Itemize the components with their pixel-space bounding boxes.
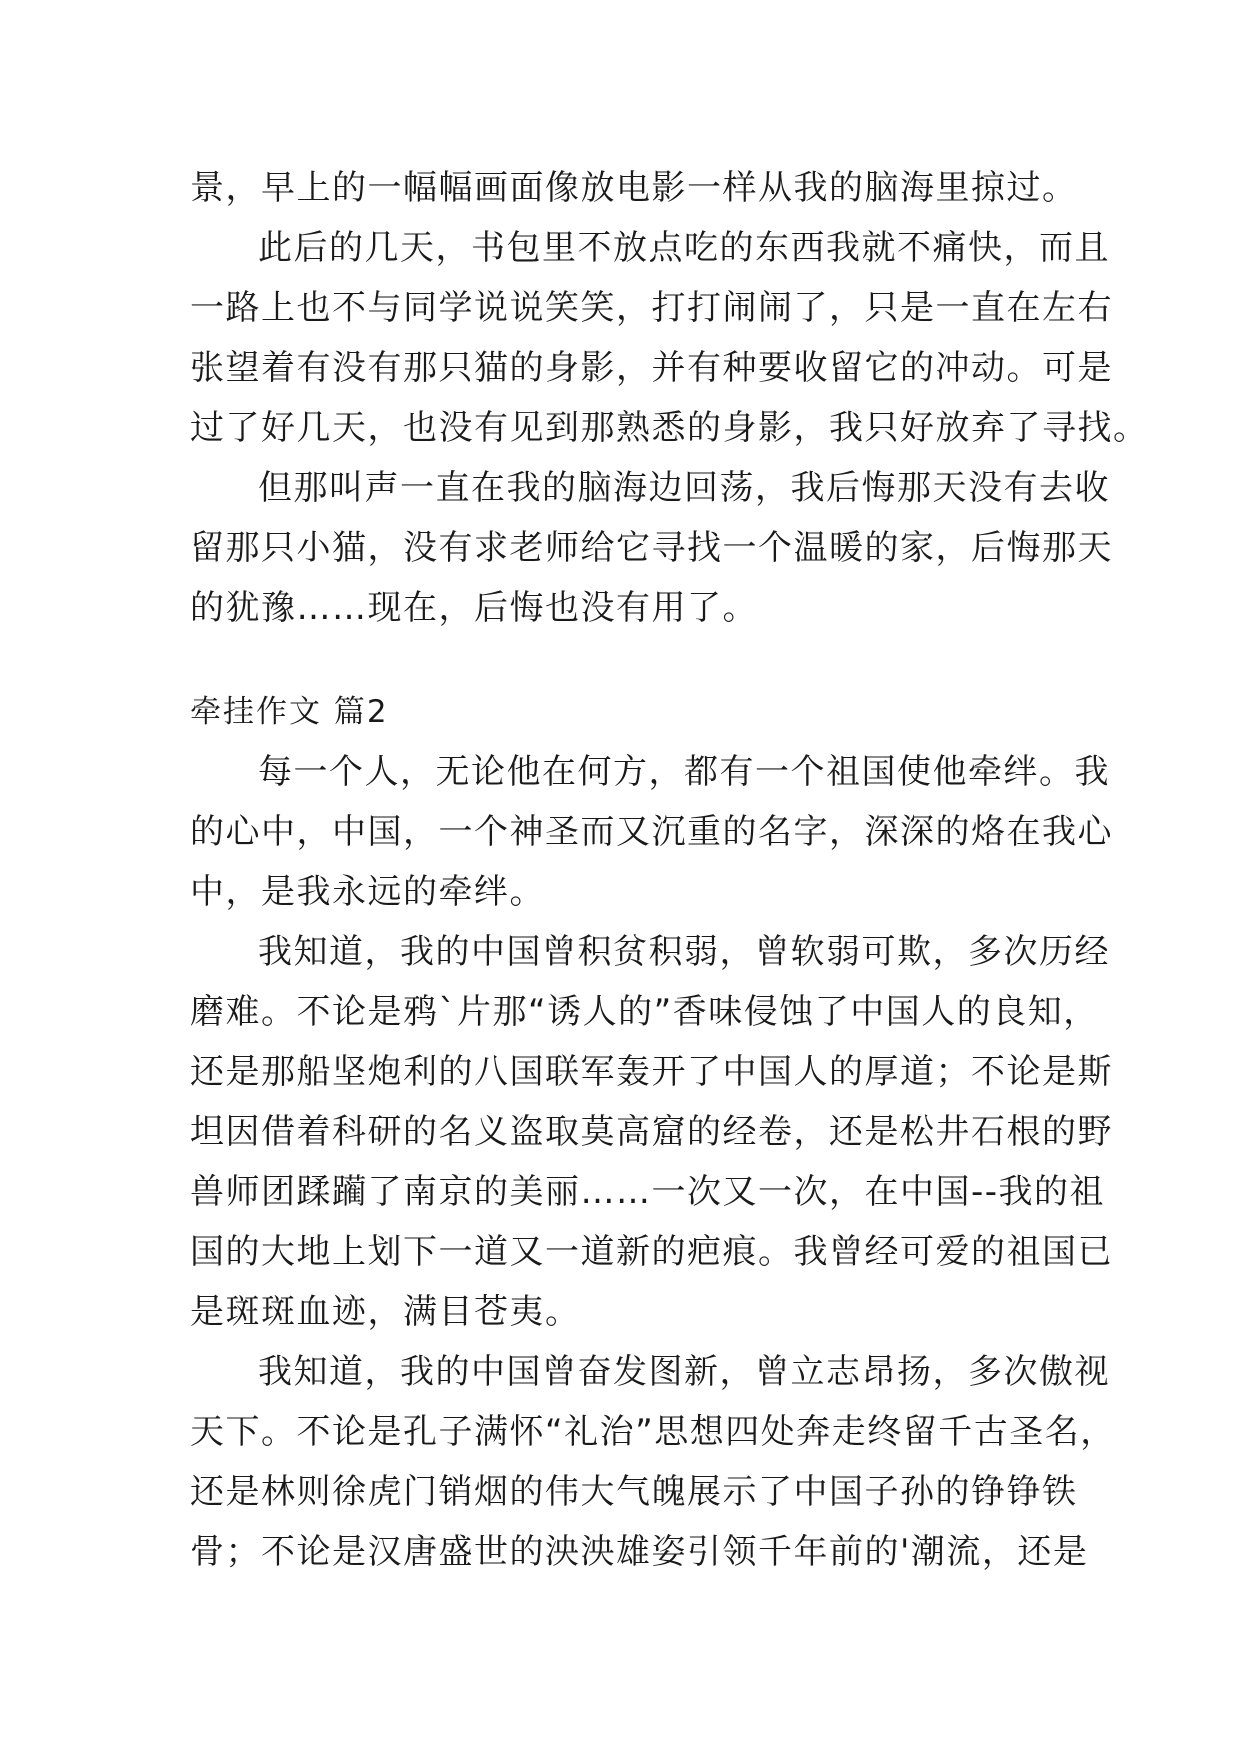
text-line: 过了好几天，也没有见到那熟悉的身影，我只好放弃了寻找。 xyxy=(190,408,1149,448)
article-section-2 xyxy=(190,682,1116,1582)
text-line: 的犹豫……现在，后悔也没有用了。 xyxy=(190,588,758,628)
text-line: 骨；不论是汉唐盛世的泱泱雄姿引领千年前的'潮流，还是 xyxy=(190,1532,1089,1572)
text-line: 每一个人，无论他在何方，都有一个祖国使他牵绊。我 xyxy=(258,752,1110,792)
text-line: 是斑斑血迹，满目苍夷。 xyxy=(190,1292,581,1332)
text-line: 天下。不论是孔子满怀“礼治”思想四处奔走终留千古圣名， xyxy=(190,1412,1116,1452)
text-line: 一路上也不与同学说说笑笑，打打闹闹了，只是一直在左右 xyxy=(190,288,1113,328)
text-line: 我知道，我的中国曾积贫积弱，曾软弱可欺，多次历经 xyxy=(258,932,1110,972)
text-line: 兽师团蹂躏了南京的美丽……一次又一次，在中国--我的祖 xyxy=(190,1172,1106,1212)
article-part-1 xyxy=(190,158,1149,638)
text-line: 磨难。不论是鸦`片那“诱人的”香味侵蚀了中国人的良知， xyxy=(190,992,1099,1032)
text-line: 还是林则徐虎门销烟的伟大气魄展示了中国子孙的铮铮铁 xyxy=(190,1472,1078,1512)
text-line: 国的大地上划下一道又一道新的疤痕。我曾经可爱的祖国已 xyxy=(190,1232,1113,1272)
section-heading: 牵挂作文 篇2 xyxy=(190,694,389,730)
text-line: 的心中，中国，一个神圣而又沉重的名字，深深的烙在我心 xyxy=(190,812,1113,852)
text-line: 坦因借着科研的名义盗取莫高窟的经卷，还是松井石根的野 xyxy=(190,1112,1113,1152)
text-line: 此后的几天，书包里不放点吃的东西我就不痛快，而且 xyxy=(258,228,1110,268)
text-line: 但那叫声一直在我的脑海边回荡，我后悔那天没有去收 xyxy=(258,468,1110,508)
text-line: 还是那船坚炮利的八国联军轰开了中国人的厚道；不论是斯 xyxy=(190,1052,1113,1092)
text-line: 中，是我永远的牵绊。 xyxy=(190,872,545,912)
text-line: 景，早上的一幅幅画面像放电影一样从我的脑海里掠过。 xyxy=(190,168,1078,208)
text-line: 留那只小猫，没有求老师给它寻找一个温暖的家，后悔那天 xyxy=(190,528,1113,568)
text-line: 张望着有没有那只猫的身影，并有种要收留它的冲动。可是 xyxy=(190,348,1113,388)
text-line: 我知道，我的中国曾奋发图新，曾立志昂扬，多次傲视 xyxy=(258,1352,1110,1392)
